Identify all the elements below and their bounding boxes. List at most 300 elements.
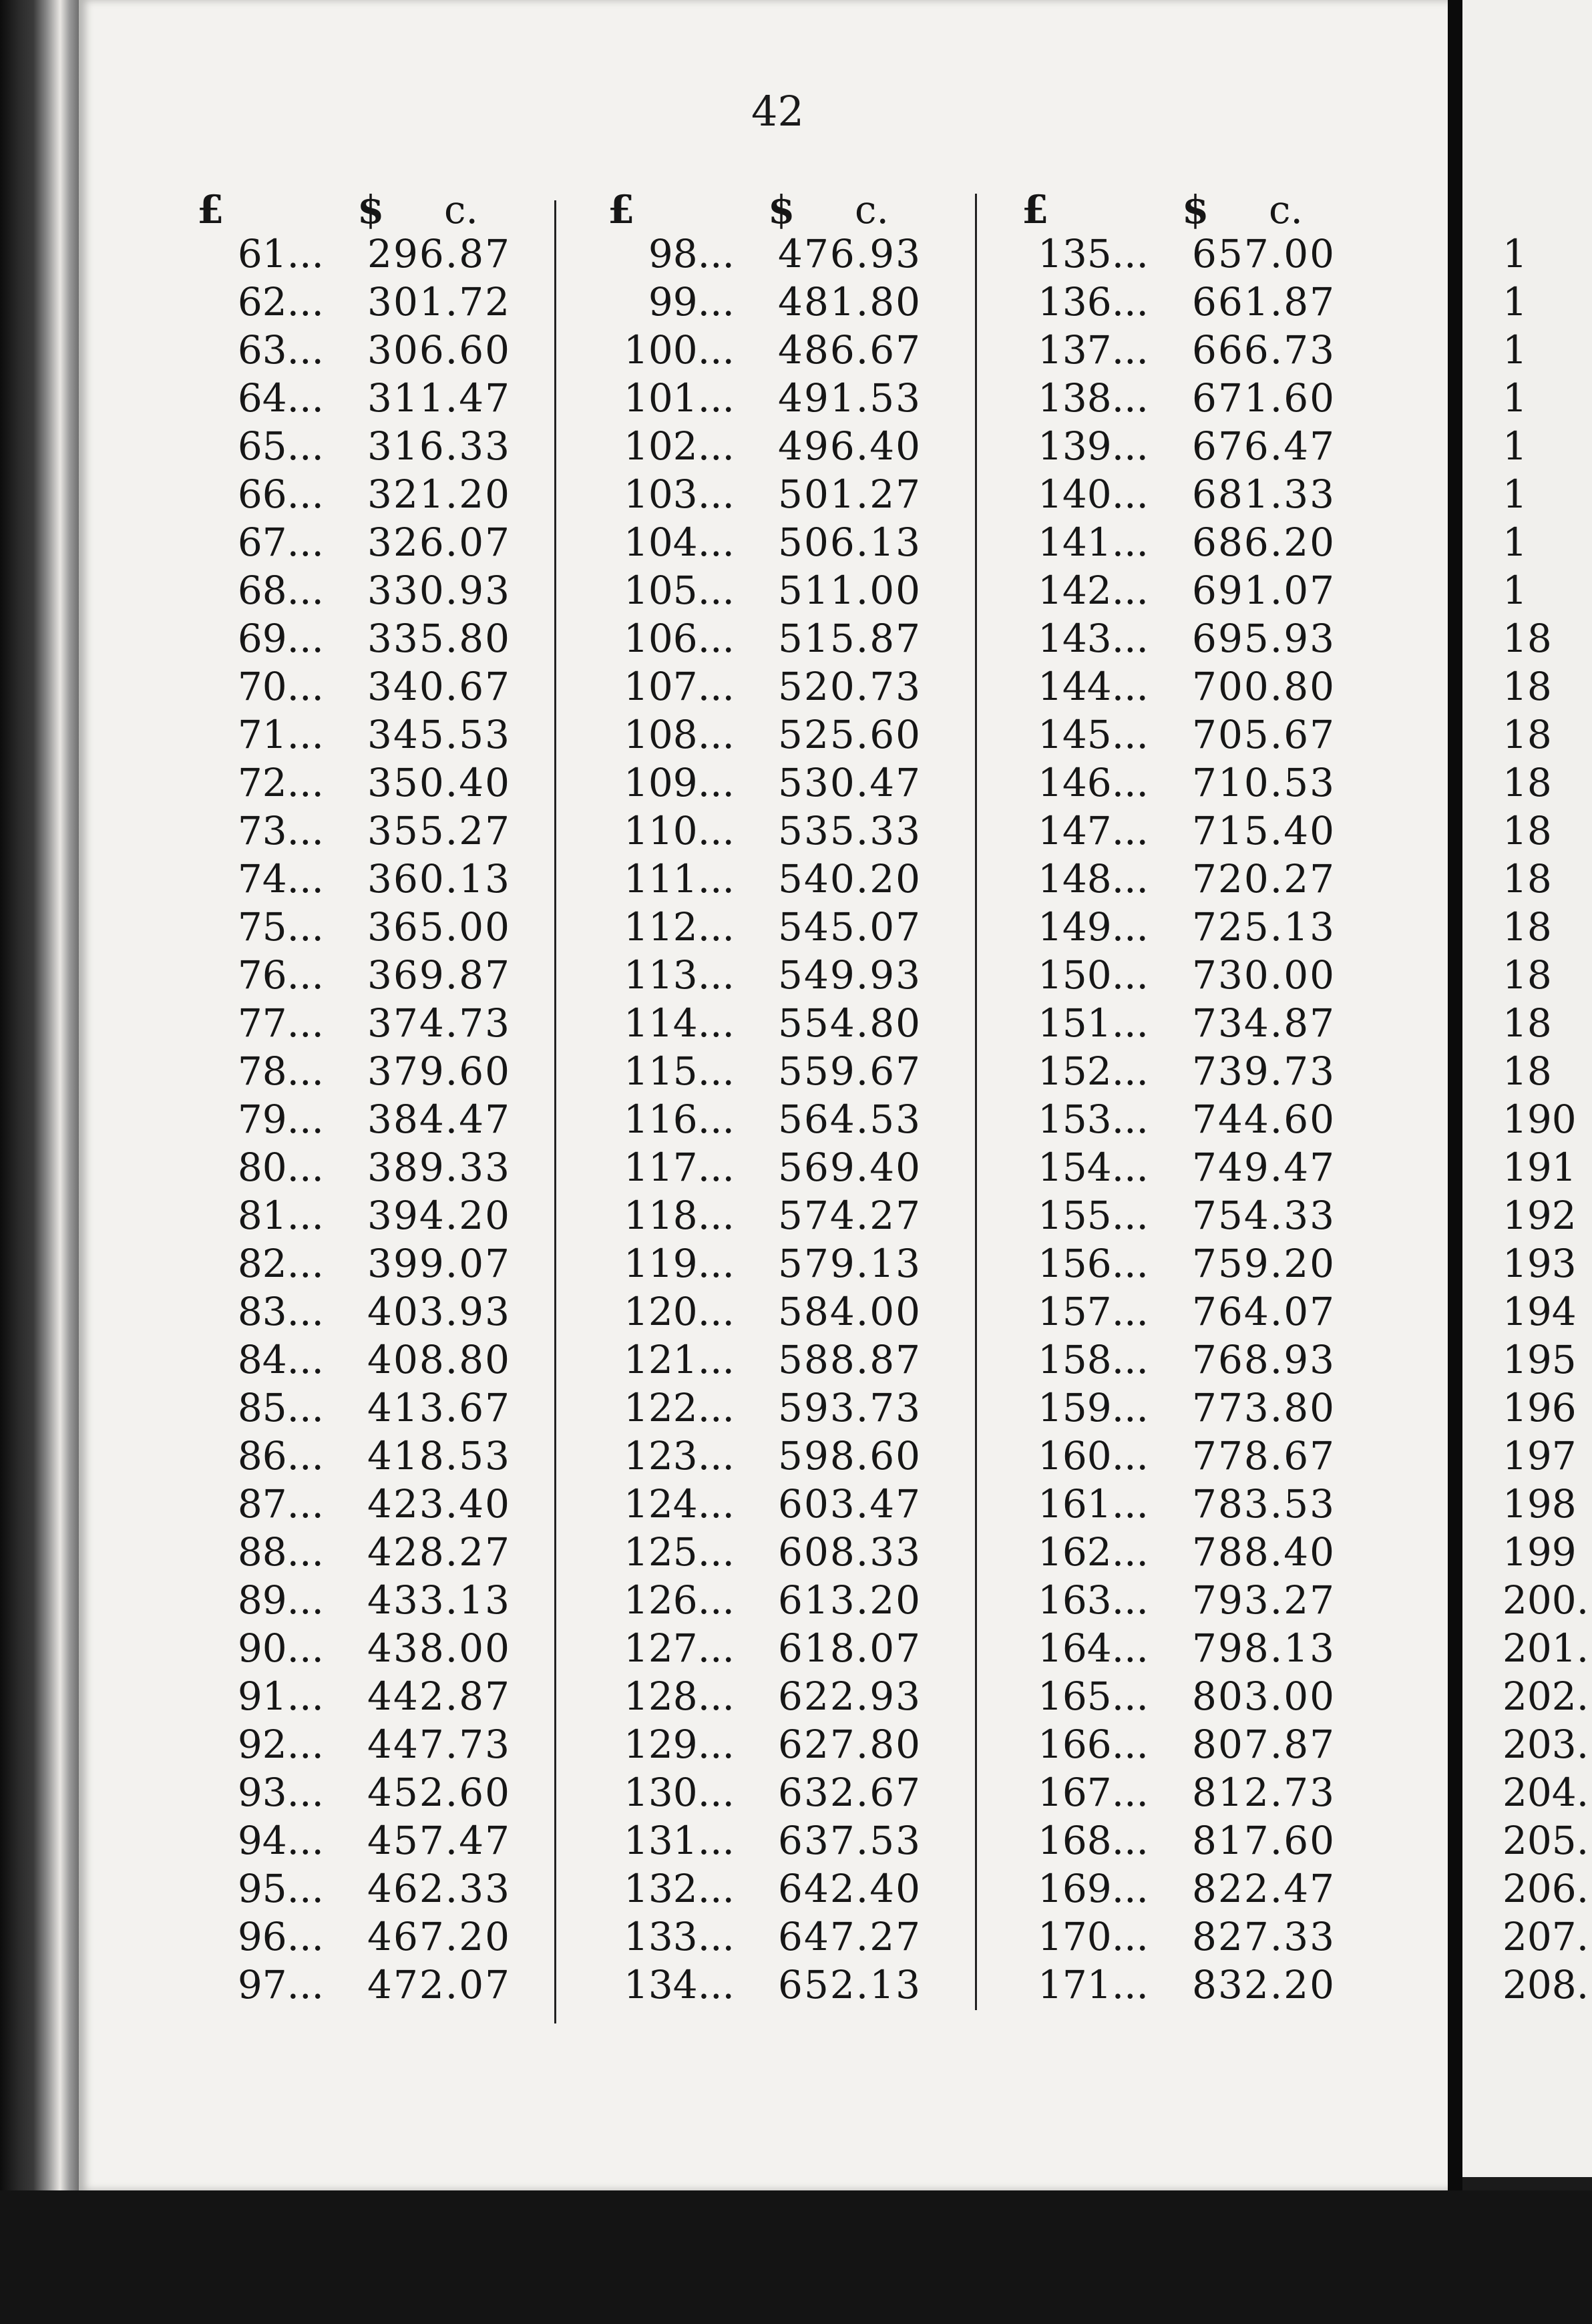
pound-value: 130... [623, 1770, 735, 1815]
table-row [1002, 711, 1349, 759]
pound-header: £ [197, 187, 224, 232]
dollar-value: 793.27 [1192, 1577, 1336, 1623]
partial-pound-value: 191 [1503, 1145, 1577, 1190]
table-row [1002, 1336, 1349, 1384]
dollar-value: 321.20 [367, 471, 511, 517]
table-row [1002, 999, 1349, 1047]
dollar-value: 783.53 [1192, 1481, 1336, 1527]
table-row [588, 1768, 935, 1816]
dollar-value: 423.40 [367, 1481, 511, 1527]
dollar-value: 768.93 [1192, 1337, 1336, 1382]
dollar-value: 389.33 [367, 1145, 511, 1190]
table-row [1002, 470, 1349, 518]
page-gutter [1448, 0, 1462, 2197]
cut-off-column [1462, 186, 1592, 2056]
table-row [588, 1624, 935, 1672]
table-row [177, 1143, 524, 1191]
dollar-value: 739.73 [1192, 1048, 1336, 1094]
pound-value: 70... [237, 664, 324, 709]
dollar-value: 433.13 [367, 1577, 511, 1623]
partial-pound-value: 200. [1503, 1577, 1589, 1623]
table-row [177, 1047, 524, 1095]
partial-pound-value: 196 [1503, 1385, 1577, 1430]
table-row [588, 1576, 935, 1624]
pound-value: 136... [1037, 279, 1149, 325]
dollar-value: 530.47 [778, 760, 922, 805]
dollar-value: 832.20 [1192, 1962, 1336, 2007]
dollar-value: 481.80 [778, 279, 922, 325]
pound-value: 133... [623, 1914, 735, 1959]
table-row [1002, 1239, 1349, 1288]
table-row [588, 662, 935, 711]
dollar-value: 306.60 [367, 327, 511, 373]
table-row [177, 662, 524, 711]
pound-value: 117... [623, 1145, 735, 1190]
table-row [1002, 614, 1349, 662]
pound-value: 111... [623, 856, 735, 902]
pound-value: 95... [237, 1866, 324, 1911]
pound-header: £ [1022, 187, 1049, 232]
partial-pound-value: 18 [1503, 664, 1552, 709]
dollar-value: 413.67 [367, 1385, 511, 1430]
dollar-value: 608.33 [778, 1529, 922, 1575]
table-row [588, 1720, 935, 1768]
table-row [177, 1432, 524, 1480]
pound-value: 159... [1037, 1385, 1149, 1430]
table-row [588, 999, 935, 1047]
table-row [1002, 1528, 1349, 1576]
dollar-value: 418.53 [367, 1433, 511, 1479]
table-row [588, 1480, 935, 1528]
table-row [177, 1624, 524, 1672]
table-row [177, 1095, 524, 1143]
dollar-value: 457.47 [367, 1818, 511, 1863]
dollar-value: 618.07 [778, 1625, 922, 1671]
column-divider [554, 200, 556, 2023]
table-row [1002, 662, 1349, 711]
table-row [1002, 903, 1349, 951]
column-divider [975, 194, 977, 2010]
dollar-value: 822.47 [1192, 1866, 1336, 1911]
pound-value: 168... [1037, 1818, 1149, 1863]
pound-value: 108... [623, 712, 735, 757]
table-row [1002, 1432, 1349, 1480]
dollar-value: 403.93 [367, 1289, 511, 1334]
table-row [177, 1720, 524, 1768]
dollar-value: 579.13 [778, 1241, 922, 1286]
dollar-value: 666.73 [1192, 327, 1336, 373]
table-row [177, 278, 524, 326]
pound-value: 79... [237, 1097, 324, 1142]
dollar-value: 817.60 [1192, 1818, 1336, 1863]
partial-pound-value: 205. [1503, 1818, 1589, 1863]
pound-value: 118... [623, 1193, 735, 1238]
pound-value: 152... [1037, 1048, 1149, 1094]
pound-value: 143... [1037, 616, 1149, 661]
dollar-value: 647.27 [778, 1914, 922, 1959]
table-row [588, 1095, 935, 1143]
dollar-value: 452.60 [367, 1770, 511, 1815]
table-row [588, 1047, 935, 1095]
dollar-value: 803.00 [1192, 1674, 1336, 1719]
table-row [588, 759, 935, 807]
table-row [1002, 807, 1349, 855]
table-row [588, 951, 935, 999]
dollar-value: 296.87 [367, 231, 511, 276]
dollar-value: 598.60 [778, 1433, 922, 1479]
pound-value: 164... [1037, 1625, 1149, 1671]
table-row [177, 1288, 524, 1336]
pound-value: 148... [1037, 856, 1149, 902]
dollar-value: 496.40 [778, 423, 922, 469]
dollar-value: 399.07 [367, 1241, 511, 1286]
table-row [1002, 1624, 1349, 1672]
pound-value: 163... [1037, 1577, 1149, 1623]
table-row [177, 1528, 524, 1576]
table-row [1002, 230, 1349, 278]
table-row [177, 1480, 524, 1528]
table-row [588, 1432, 935, 1480]
dollar-value: 778.67 [1192, 1433, 1336, 1479]
pound-value: 112... [623, 904, 735, 950]
dollar-value: 773.80 [1192, 1385, 1336, 1430]
table-row [177, 614, 524, 662]
pound-value: 138... [1037, 375, 1149, 421]
dollar-value: 340.67 [367, 664, 511, 709]
dollar-value: 467.20 [367, 1914, 511, 1959]
table-row [1002, 951, 1349, 999]
dollar-value: 827.33 [1192, 1914, 1336, 1959]
pound-value: 93... [237, 1770, 324, 1815]
pound-value: 64... [237, 375, 324, 421]
partial-pound-value: 193 [1503, 1241, 1577, 1286]
table-row [1002, 1961, 1349, 2009]
table-row [177, 230, 524, 278]
dollar-value: 311.47 [367, 375, 511, 421]
partial-pound-value: 1 [1503, 375, 1527, 421]
dollar-value: 408.80 [367, 1337, 511, 1382]
pound-value: 101... [623, 375, 735, 421]
dollar-value: 642.40 [778, 1866, 922, 1911]
dollar-value: 613.20 [778, 1577, 922, 1623]
table-row [177, 1384, 524, 1432]
partial-pound-value: 1 [1503, 520, 1527, 565]
pound-value: 169... [1037, 1866, 1149, 1911]
table-row [1002, 1095, 1349, 1143]
partial-pound-value: 201. [1503, 1625, 1589, 1671]
column-header [177, 186, 524, 230]
pound-value: 135... [1037, 231, 1149, 276]
pound-value: 158... [1037, 1337, 1149, 1382]
dollar-value: 734.87 [1192, 1000, 1336, 1046]
pound-value: 97... [237, 1962, 324, 2007]
table-row [588, 1384, 935, 1432]
table-row [177, 1768, 524, 1816]
table-row [177, 903, 524, 951]
table-row [177, 1576, 524, 1624]
table-row [588, 422, 935, 470]
table-row [588, 1672, 935, 1720]
conversion-column-2 [588, 186, 935, 2009]
pound-value: 141... [1037, 520, 1149, 565]
pound-value: 90... [237, 1625, 324, 1671]
table-row [588, 1143, 935, 1191]
pound-value: 92... [237, 1722, 324, 1767]
table-row [588, 807, 935, 855]
dollar-value: 535.33 [778, 808, 922, 853]
table-row [588, 374, 935, 422]
background-surface [0, 2190, 1592, 2324]
dollar-value: 360.13 [367, 856, 511, 902]
dollar-value: 744.60 [1192, 1097, 1336, 1142]
partial-pound-value: 202. [1503, 1674, 1589, 1719]
table-row [588, 230, 935, 278]
dollar-value: 705.67 [1192, 712, 1336, 757]
pound-value: 78... [237, 1048, 324, 1094]
dollar-value: 369.87 [367, 952, 511, 998]
dollar-value: 764.07 [1192, 1289, 1336, 1334]
pound-value: 162... [1037, 1529, 1149, 1575]
table-row [588, 566, 935, 614]
table-row [1002, 1672, 1349, 1720]
column-header [1002, 186, 1349, 230]
dollar-value: 686.20 [1192, 520, 1336, 565]
partial-pound-value: 1 [1503, 231, 1527, 276]
dollar-value: 476.93 [778, 231, 922, 276]
pound-value: 171... [1037, 1962, 1149, 2007]
table-row [177, 1672, 524, 1720]
partial-pound-value: 198 [1503, 1481, 1577, 1527]
dollar-value: 379.60 [367, 1048, 511, 1094]
partial-pound-value: 1 [1503, 423, 1527, 469]
dollar-value: 603.47 [778, 1481, 922, 1527]
dollar-value: 627.80 [778, 1722, 922, 1767]
dollar-value: 759.20 [1192, 1241, 1336, 1286]
dollar-value: 330.93 [367, 568, 511, 613]
pound-header: £ [608, 187, 635, 232]
dollar-value: 695.93 [1192, 616, 1336, 661]
pound-value: 85... [237, 1385, 324, 1430]
dollar-value: 462.33 [367, 1866, 511, 1911]
dollar-value: 472.07 [367, 1962, 511, 2007]
pound-value: 131... [623, 1818, 735, 1863]
conversion-column-3 [1002, 186, 1349, 2009]
partial-pound-value: 1 [1503, 327, 1527, 373]
pound-value: 89... [237, 1577, 324, 1623]
dollar-value: 652.13 [778, 1962, 922, 2007]
table-row [177, 711, 524, 759]
table-row [1002, 1768, 1349, 1816]
dollar-value: 365.00 [367, 904, 511, 950]
table-row [177, 1191, 524, 1239]
partial-pound-value: 18 [1503, 760, 1552, 805]
pound-value: 65... [237, 423, 324, 469]
table-row [177, 422, 524, 470]
dollar-value: 691.07 [1192, 568, 1336, 613]
partial-pound-value: 18 [1503, 1000, 1552, 1046]
table-row [588, 1528, 935, 1576]
pound-value: 66... [237, 471, 324, 517]
table-row [1002, 759, 1349, 807]
dollar-value: 545.07 [778, 904, 922, 950]
table-row [588, 278, 935, 326]
partial-pound-value: 207. [1503, 1914, 1589, 1959]
pound-value: 153... [1037, 1097, 1149, 1142]
pound-value: 160... [1037, 1433, 1149, 1479]
pound-value: 123... [623, 1433, 735, 1479]
table-row [1002, 1288, 1349, 1336]
table-row [177, 1239, 524, 1288]
dollar-value: 486.67 [778, 327, 922, 373]
table-row [1002, 1913, 1349, 1961]
table-row [1002, 1384, 1349, 1432]
dollar-value: 438.00 [367, 1625, 511, 1671]
dollar-value: 622.93 [778, 1674, 922, 1719]
pound-value: 119... [623, 1241, 735, 1286]
partial-pound-value: 1 [1503, 279, 1527, 325]
pound-value: 63... [237, 327, 324, 373]
partial-pound-value: 18 [1503, 856, 1552, 902]
pound-value: 115... [623, 1048, 735, 1094]
partial-pound-value: 1 [1503, 568, 1527, 613]
pound-value: 99... [648, 279, 735, 325]
table-row [1002, 1480, 1349, 1528]
table-row [588, 1961, 935, 2009]
dollar-value: 525.60 [778, 712, 922, 757]
dollar-value: 540.20 [778, 856, 922, 902]
pound-value: 87... [237, 1481, 324, 1527]
table-row [177, 326, 524, 374]
table-row [588, 1336, 935, 1384]
partial-pound-value: 206. [1503, 1866, 1589, 1911]
table-row [1002, 1047, 1349, 1095]
partial-pound-value: 194 [1503, 1289, 1577, 1334]
table-row [1002, 1816, 1349, 1865]
table-row [1002, 1143, 1349, 1191]
pound-value: 69... [237, 616, 324, 661]
pound-value: 120... [623, 1289, 735, 1334]
pound-value: 100... [623, 327, 735, 373]
table-row [1002, 855, 1349, 903]
pound-value: 76... [237, 952, 324, 998]
table-row [588, 326, 935, 374]
table-row [1002, 422, 1349, 470]
table-row [177, 759, 524, 807]
dollar-value: 637.53 [778, 1818, 922, 1863]
pound-value: 82... [237, 1241, 324, 1286]
dollar-value: 374.73 [367, 1000, 511, 1046]
pound-value: 80... [237, 1145, 324, 1190]
table-row [588, 1191, 935, 1239]
pound-value: 134... [623, 1962, 735, 2007]
pound-value: 139... [1037, 423, 1149, 469]
book-spine-edge [0, 0, 79, 2324]
table-row [1002, 566, 1349, 614]
dollar-value: 681.33 [1192, 471, 1336, 517]
partial-pound-value: 195 [1503, 1337, 1577, 1382]
dollar-value: 515.87 [778, 616, 922, 661]
dollar-header: $ [1182, 187, 1209, 232]
pound-value: 142... [1037, 568, 1149, 613]
table-row [1002, 1191, 1349, 1239]
pound-value: 91... [237, 1674, 324, 1719]
dollar-value: 798.13 [1192, 1625, 1336, 1671]
pound-value: 86... [237, 1433, 324, 1479]
partial-pound-value: 208. [1503, 1962, 1589, 2007]
pound-value: 88... [237, 1529, 324, 1575]
pound-value: 121... [623, 1337, 735, 1382]
dollar-value: 447.73 [367, 1722, 511, 1767]
table-row [588, 1288, 935, 1336]
partial-pound-value: 203. [1503, 1722, 1589, 1767]
dollar-value: 501.27 [778, 471, 922, 517]
dollar-value: 569.40 [778, 1145, 922, 1190]
pound-value: 72... [237, 760, 324, 805]
dollar-value: 730.00 [1192, 952, 1336, 998]
table-row [177, 855, 524, 903]
dollar-value: 326.07 [367, 520, 511, 565]
conversion-column-1 [177, 186, 524, 2009]
dollar-value: 657.00 [1192, 231, 1336, 276]
table-row [177, 1913, 524, 1961]
table-row [1002, 1865, 1349, 1913]
dollar-value: 749.47 [1192, 1145, 1336, 1190]
pound-value: 126... [623, 1577, 735, 1623]
dollar-value: 788.40 [1192, 1529, 1336, 1575]
pound-value: 146... [1037, 760, 1149, 805]
pound-value: 132... [623, 1866, 735, 1911]
table-row [177, 374, 524, 422]
table-row [1002, 518, 1349, 566]
dollar-value: 345.53 [367, 712, 511, 757]
dollar-value: 632.67 [778, 1770, 922, 1815]
pound-value: 84... [237, 1337, 324, 1382]
table-row [588, 855, 935, 903]
table-row [588, 1865, 935, 1913]
partial-pound-value: 190 [1503, 1097, 1577, 1142]
pound-value: 68... [237, 568, 324, 613]
dollar-value: 394.20 [367, 1193, 511, 1238]
dollar-header: $ [357, 187, 385, 232]
pound-value: 104... [623, 520, 735, 565]
table-row [1002, 278, 1349, 326]
dollar-value: 520.73 [778, 664, 922, 709]
dollar-value: 700.80 [1192, 664, 1336, 709]
table-row [177, 518, 524, 566]
dollar-value: 588.87 [778, 1337, 922, 1382]
cents-header: c. [1269, 187, 1303, 232]
dollar-value: 710.53 [1192, 760, 1336, 805]
dollar-value: 384.47 [367, 1097, 511, 1142]
pound-value: 83... [237, 1289, 324, 1334]
pound-value: 109... [623, 760, 735, 805]
pound-value: 105... [623, 568, 735, 613]
pound-value: 116... [623, 1097, 735, 1142]
dollar-value: 559.67 [778, 1048, 922, 1094]
pound-value: 155... [1037, 1193, 1149, 1238]
pound-value: 73... [237, 808, 324, 853]
dollar-value: 301.72 [367, 279, 511, 325]
pound-value: 154... [1037, 1145, 1149, 1190]
pound-value: 107... [623, 664, 735, 709]
pound-value: 145... [1037, 712, 1149, 757]
pound-value: 98... [648, 231, 735, 276]
pound-value: 128... [623, 1674, 735, 1719]
table-row [177, 951, 524, 999]
dollar-value: 316.33 [367, 423, 511, 469]
table-row [588, 1239, 935, 1288]
table-row [588, 1816, 935, 1865]
